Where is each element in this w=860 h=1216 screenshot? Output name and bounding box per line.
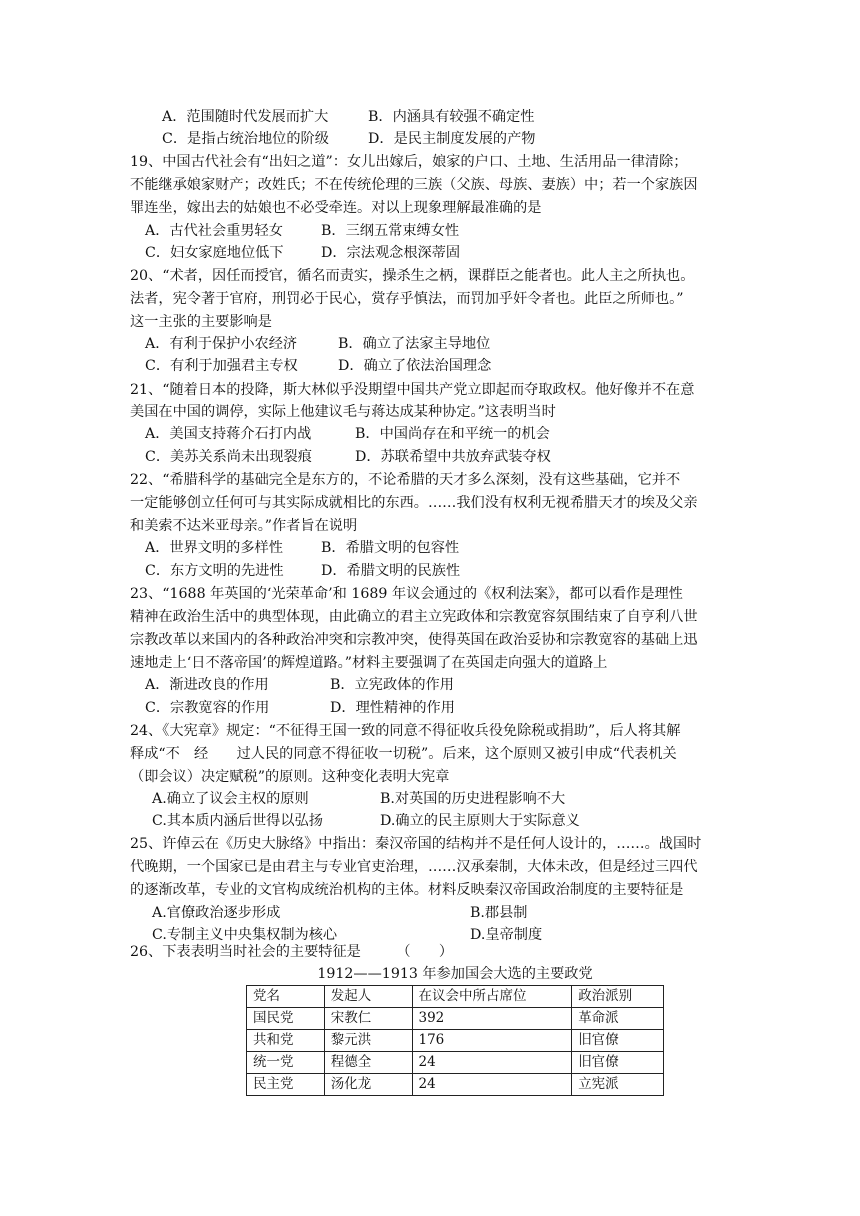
cell-seats: 176 [412,1030,572,1052]
q20-stem-line-1: 20、“术者，因任而授官，循名而责实，操杀生之柄，课群臣之能者也。此人主之所执也。 [130,268,695,284]
q19-option-b: B．三纲五常束缚女性 [321,223,460,239]
q18-option-c: C．是指占统治地位的阶级 [162,131,329,147]
cell-seats: 392 [412,1008,572,1030]
q22-option-a: A．世界文明的多样性 [145,540,283,556]
q19-option-d: D．宗法观念根深蒂固 [321,245,461,261]
header-party-name: 党名 [247,986,325,1008]
table-header-row [247,986,664,1008]
cell-faction: 革命派 [572,1008,664,1030]
q23-option-d: D．理性精神的作用 [330,700,455,716]
cell-seats: 24 [412,1052,572,1074]
q25-option-b: B.郡县制 [470,905,528,921]
q25-option-a: A.官僚政治逐步形成 [152,905,281,921]
table-row [247,1008,664,1030]
q24-option-b: B.对英国的历史进程影响不大 [380,791,566,807]
cell-founder: 宋教仁 [324,1008,412,1030]
q24-option-a: A.确立了议会主权的原则 [152,791,309,807]
q20-stem-line-3: 这一主张的主要影响是 [130,314,272,330]
q26-stem: 26、下表表明当时社会的主要特征是 （ ） [130,944,454,960]
q25-stem-line-2: 代晚期，一个国家已是由君主与专业官吏治理，……汉承秦制，大体未改，但是经过三四代 [130,859,698,875]
cell-founder: 黎元洪 [324,1030,412,1052]
cell-party: 统一党 [247,1052,325,1074]
q21-option-b: B．中国尚存在和平统一的机会 [355,426,550,442]
party-table [246,985,664,1096]
q21-option-a: A．美国支持蒋介石打内战 [145,426,312,442]
q20-option-d: D．确立了依法治国理念 [338,358,492,374]
q23-option-c: C．宗教宽容的作用 [145,700,270,716]
q24-stem-line-3: （即会议）决定赋税”的原则。这种变化表明大宪章 [130,769,450,785]
q20-option-a: A．有利于保护小农经济 [145,336,298,352]
table-caption: 1912——1913 年参加国会大选的主要政党 [317,966,593,982]
cell-faction: 旧官僚 [572,1030,664,1052]
q22-option-b: B．希腊文明的包容性 [321,540,460,556]
q21-option-d: D．苏联希望中共放弃武装夺权 [355,449,551,465]
table-row [247,1052,664,1074]
q24-stem-line-2: 释成“不 经 过人民的同意不得征收一切税”。后来，这个原则又被引申成“代表机关 [130,746,677,762]
cell-seats: 24 [412,1074,572,1096]
q23-stem-line-1: 23、“1688 年英国的‘光荣革命’和 1689 年议会通过的《权利法案》，都可以看作是理性 [130,586,683,602]
cell-party: 民主党 [247,1074,325,1096]
q25-option-c: C.专制主义中央集权制为核心 [152,927,338,943]
q24-option-d: D.确立的民主原则大于实际意义 [380,813,580,829]
q23-option-b: B．立宪政体的作用 [330,677,454,693]
q24-option-c: C.其本质内涵后世得以弘扬 [152,813,323,829]
header-faction: 政治派别 [572,986,664,1008]
q22-stem-line-2: 一定能够创立任何可与其实际成就相比的东西。……我们没有权利无视希腊天才的埃及父亲 [130,495,698,511]
cell-founder: 汤化龙 [324,1074,412,1096]
q19-option-a: A．古代社会重男轻女 [145,223,283,239]
q18-option-b: B．内涵具有较强不确定性 [368,109,535,125]
q19-option-c: C．妇女家庭地位低下 [145,245,284,261]
q21-stem-line-1: 21、“随着日本的投降，斯大林似乎没期望中国共产党立即起而夺取政权。他好像并不在意 [130,382,695,398]
q23-stem-line-2: 精神在政治生活中的典型体现，由此确立的君主立宪政体和宗教宽容氛围结束了自亨利八世 [130,609,698,625]
q21-stem-line-2: 美国在中国的调停，实际上他建议毛与蒋达成某种协定。”这表明当时 [130,404,556,420]
q22-option-d: D．希腊文明的民族性 [321,563,461,579]
table-row [247,1074,664,1096]
header-seats: 在议会中所占席位 [412,986,572,1008]
q23-option-a: A．渐进改良的作用 [145,677,269,693]
q24-stem-line-1: 24、《大宪章》规定：“不征得王国一致的同意不得征收兵役免除税或捐助”，后人将其解 [130,723,681,739]
cell-founder: 程德全 [324,1052,412,1074]
q25-option-d: D.皇帝制度 [470,927,543,943]
q23-stem-line-4: 速地走上‘日不落帝国’的辉煌道路。”材料主要强调了在英国走向强大的道路上 [130,655,608,671]
q25-stem-line-3: 的逐渐改革，专业的文官构成统治机构的主体。材料反映秦汉帝国政治制度的主要特征是 [130,882,684,898]
q21-option-c: C．美苏关系尚未出现裂痕 [145,449,312,465]
header-founder: 发起人 [324,986,412,1008]
q18-option-d: D．是民主制度发展的产物 [368,131,536,147]
q22-stem-line-1: 22、“希腊科学的基础完全是东方的，不论希腊的天才多么深刻，没有这些基础，它并不 [130,472,681,488]
q20-stem-line-2: 法者，宪令著于官府，刑罚必于民心，赏存乎慎法，而罚加乎奸令者也。此臣之所师也。” [130,291,684,307]
q20-option-b: B．确立了法家主导地位 [338,336,491,352]
q25-stem-line-1: 25、许倬云在《历史大脉络》中指出：秦汉帝国的结构并不是任何人设计的，……。战国时 [130,836,702,852]
q19-stem-line-1: 19、中国古代社会有“出妇之道”：女儿出嫁后，娘家的户口、土地、生活用品一律清除； [130,154,688,170]
cell-faction: 旧官僚 [572,1052,664,1074]
cell-party: 共和党 [247,1030,325,1052]
cell-faction: 立宪派 [572,1074,664,1096]
q19-stem-line-3: 罪连坐，嫁出去的姑娘也不必受牵连。对以上现象理解最准确的是 [130,200,542,216]
cell-party: 国民党 [247,1008,325,1030]
q23-stem-line-3: 宗教改革以来国内的各种政治冲突和宗教冲突，使得英国在政治妥协和宗教宽容的基础上迅 [130,632,698,648]
q18-option-a: A．范围随时代发展而扩大 [162,109,329,125]
q22-stem-line-3: 和美索不达米亚母亲。”作者旨在说明 [130,518,358,534]
table-row [247,1030,664,1052]
q19-stem-line-2: 不能继承娘家财产；改姓氏；不在传统伦理的三族（父族、母族、妻族）中；若一个家族因 [130,177,698,193]
q22-option-c: C．东方文明的先进性 [145,563,284,579]
q20-option-c: C．有利于加强君主专权 [145,358,298,374]
